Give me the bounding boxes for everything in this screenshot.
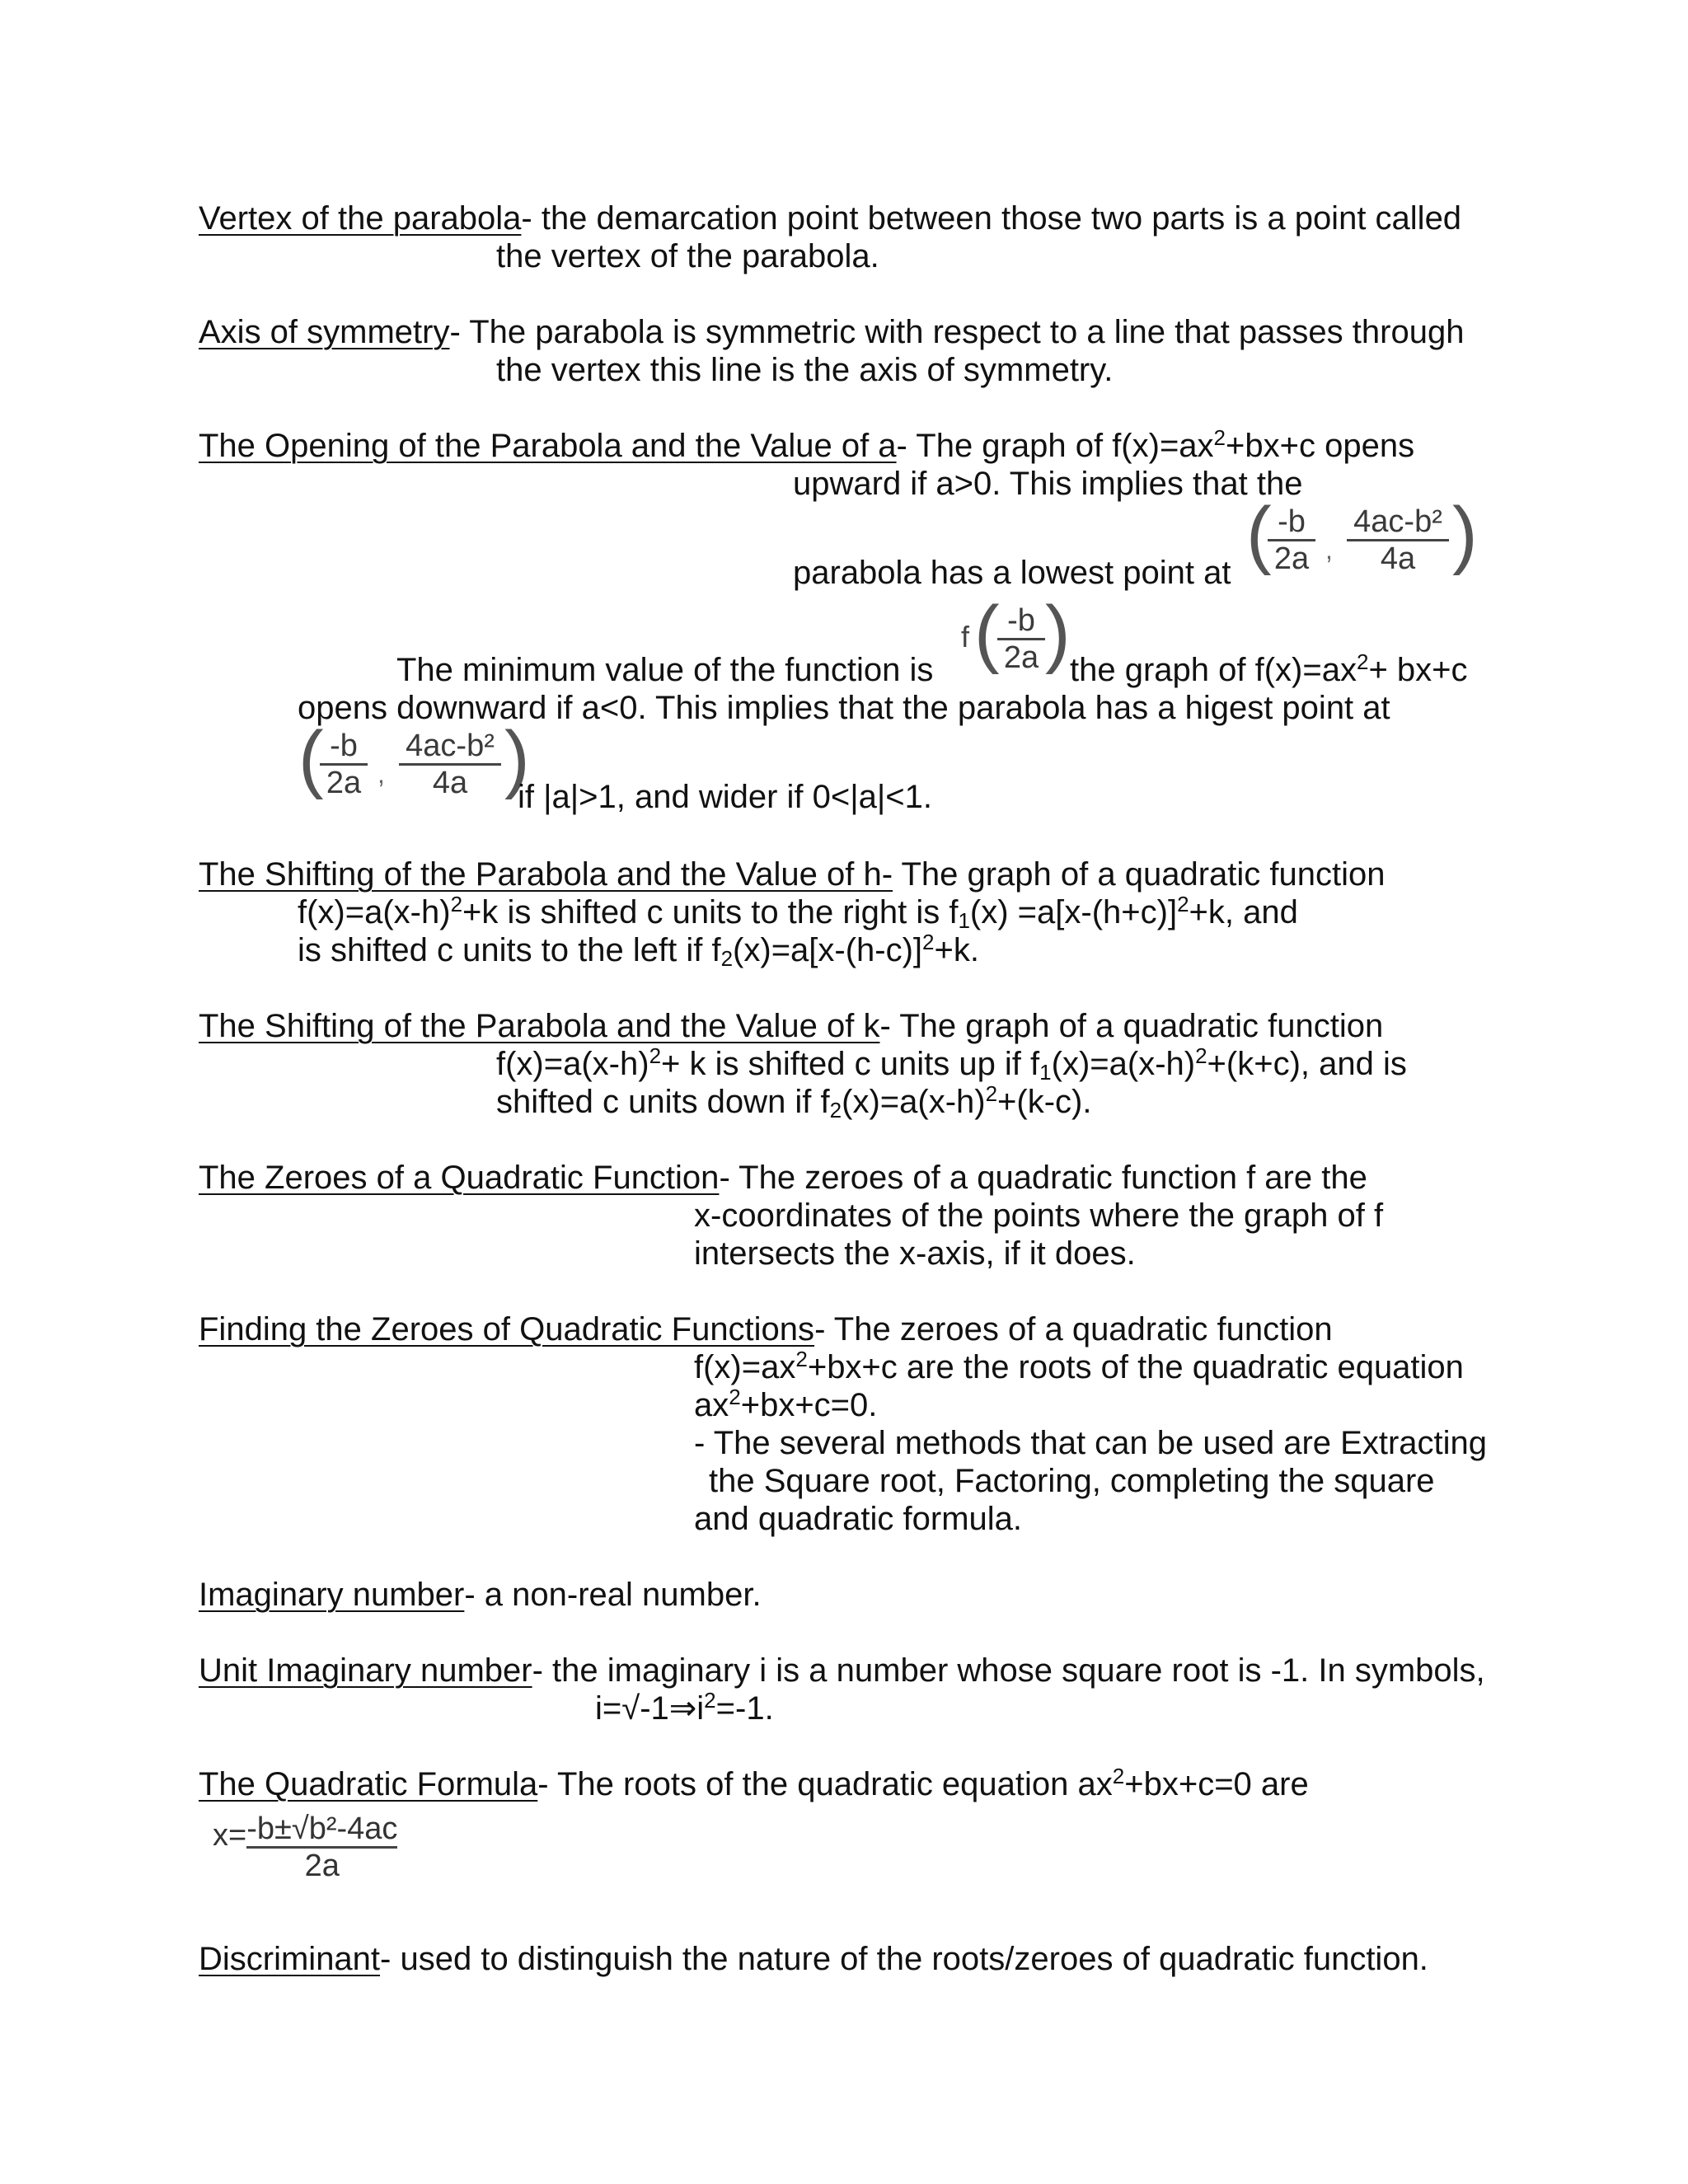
fraction-4ac-b2-over-4a: $\frac{\text{4ac-b²}}{4a}$ xyxy=(1347,504,1449,576)
fraction-neg-b-over-2a-min: $\frac{-b}{2a}$ xyxy=(997,603,1045,675)
opening-definition-line-4b: the graph of $f(x)=ax^2+ bx+c$ xyxy=(1070,649,1468,688)
term-vertex: Vertex of the parabola xyxy=(199,200,522,237)
zeroes-definition-line-3: intersects the x-axis, if it does. xyxy=(694,1235,1136,1272)
fraction-4ac-b2-over-4a-high: $\frac{\text{4ac-b²}}{4a}$ xyxy=(399,729,501,800)
shift-k-definition-line-2: $f(x)=a(x-h)^2+ k$ is shifted c units up if $f_1(x)=a(x-h)^2+(k+c)$, and is xyxy=(496,1043,1407,1085)
term-shift-h: The Shifting of the Parabola and the Value of h- xyxy=(199,856,893,893)
imaginary-definition-line-1: Imaginary number- a non-real number. xyxy=(199,1577,762,1613)
axis-definition-line-1: Axis of symmetry- The parabola is symmetric with respect to a line that passes through xyxy=(199,314,1465,350)
opening-definition-line-3: parabola has a lowest point at xyxy=(793,555,1231,591)
term-finding-zeroes: Finding the Zeroes of Quadratic Functions xyxy=(199,1311,815,1347)
vertex-definition-line-2: the vertex of the parabola. xyxy=(496,238,879,274)
axis-definition-line-2: the vertex this line is the axis of symmetry. xyxy=(496,352,1114,388)
term-opening: The Opening of the Parabola and the Value of a xyxy=(199,428,897,464)
unit-imaginary-definition-line-2: $i=√-1\Rightarrow i^2=-1$. xyxy=(595,1688,774,1727)
finding-definition-line-1: Finding the Zeroes of Quadratic Functions- The zeroes of a quadratic function xyxy=(199,1311,1333,1347)
term-axis-of-symmetry: Axis of symmetry xyxy=(199,314,450,350)
discriminant-definition-line-1: Discriminant- used to distinguish the nature of the roots/zeroes of quadratic function. xyxy=(199,1941,1428,1977)
opening-definition-line-2: upward if a>0. This implies that the xyxy=(793,466,1303,502)
vertex-definition-line-1: Vertex of the parabola- the demarcation point between those two parts is a point called xyxy=(199,200,1462,237)
term-unit-imaginary: Unit Imaginary number xyxy=(199,1652,532,1689)
finding-definition-line-3: $ax^2+bx+c=0$. xyxy=(694,1385,878,1423)
opening-definition-line-1: The Opening of the Parabola and the Value of a- The graph of $f(x)=ax^2+bx+c$ opens xyxy=(199,425,1415,464)
finding-definition-line-2: $f(x)=ax^2+bx+c$ are the roots of the quadratic equation xyxy=(694,1347,1464,1385)
quadratic-formula-expression: $x=\frac{\text{-b±√b²-4ac}}{2a}$ xyxy=(213,1811,398,1883)
fraction-neg-b-over-2a-high: $\frac{-b}{2a}$ xyxy=(320,729,368,800)
min-value-formula: f ( $\frac{-b}{2a}$ ) xyxy=(961,591,1071,675)
shift-h-definition-line-2: $f(x)=a(x-h)^2+k$ is shifted c units to the right is $f_1(x) =a[x-(h+c)]^2+k$, and xyxy=(298,892,1298,933)
term-shift-k: The Shifting of the Parabola and the Value of k xyxy=(199,1008,880,1044)
term-discriminant: Discriminant xyxy=(199,1941,381,1977)
unit-imaginary-definition-line-1: Unit Imaginary number- the imaginary i is a number whose square root is -1. In symbols, xyxy=(199,1652,1485,1689)
lowest-point-formula: ( $\frac{-b}{2a}$ , $\frac{\text{4ac-b²}}{4a}$ ) xyxy=(1246,492,1478,576)
finding-definition-line-6: and quadratic formula. xyxy=(694,1501,1023,1537)
shift-h-definition-line-3: is shifted c units to the left if $f_2(x)=a[x-(h-c)]^2+k$. xyxy=(298,930,979,971)
shift-h-definition-line-1: The Shifting of the Parabola and the Value of h- The graph of a quadratic function xyxy=(199,856,1386,893)
term-zeroes: The Zeroes of a Quadratic Function xyxy=(199,1160,720,1196)
shift-k-definition-line-1: The Shifting of the Parabola and the Value of k- The graph of a quadratic function xyxy=(199,1008,1384,1044)
finding-definition-line-4: - The several methods that can be used are Extracting xyxy=(694,1425,1488,1461)
opening-definition-line-6: if |a|>1, and wider if 0<|a|<1. xyxy=(518,779,932,815)
opening-definition-line-5: opens downward if a<0. This implies that the parabola has a higest point at xyxy=(298,690,1390,726)
highest-point-formula: ( $\frac{-b}{2a}$ , $\frac{\text{4ac-b²}}{4a}$ ) xyxy=(298,716,530,800)
term-imaginary-number: Imaginary number xyxy=(199,1577,465,1613)
zeroes-definition-line-1: The Zeroes of a Quadratic Function- The zeroes of a quadratic function f are the xyxy=(199,1160,1367,1196)
zeroes-definition-line-2: x-coordinates of the points where the graph of f xyxy=(694,1197,1384,1234)
finding-definition-line-5: the Square root, Factoring, completing the square xyxy=(709,1463,1435,1499)
fraction-neg-b-over-2a: $\frac{-b}{2a}$ xyxy=(1268,504,1315,576)
shift-k-definition-line-3: shifted c units down if $f_2(x)=a(x-h)^2+(k-c)$. xyxy=(496,1081,1092,1122)
opening-definition-line-4a: The minimum value of the function is xyxy=(396,652,934,688)
term-quadratic-formula: The Quadratic Formula xyxy=(199,1766,538,1802)
quadratic-formula-definition-line-1: The Quadratic Formula- The roots of the quadratic equation $ax^2+bx+c=0$ are xyxy=(199,1764,1309,1802)
